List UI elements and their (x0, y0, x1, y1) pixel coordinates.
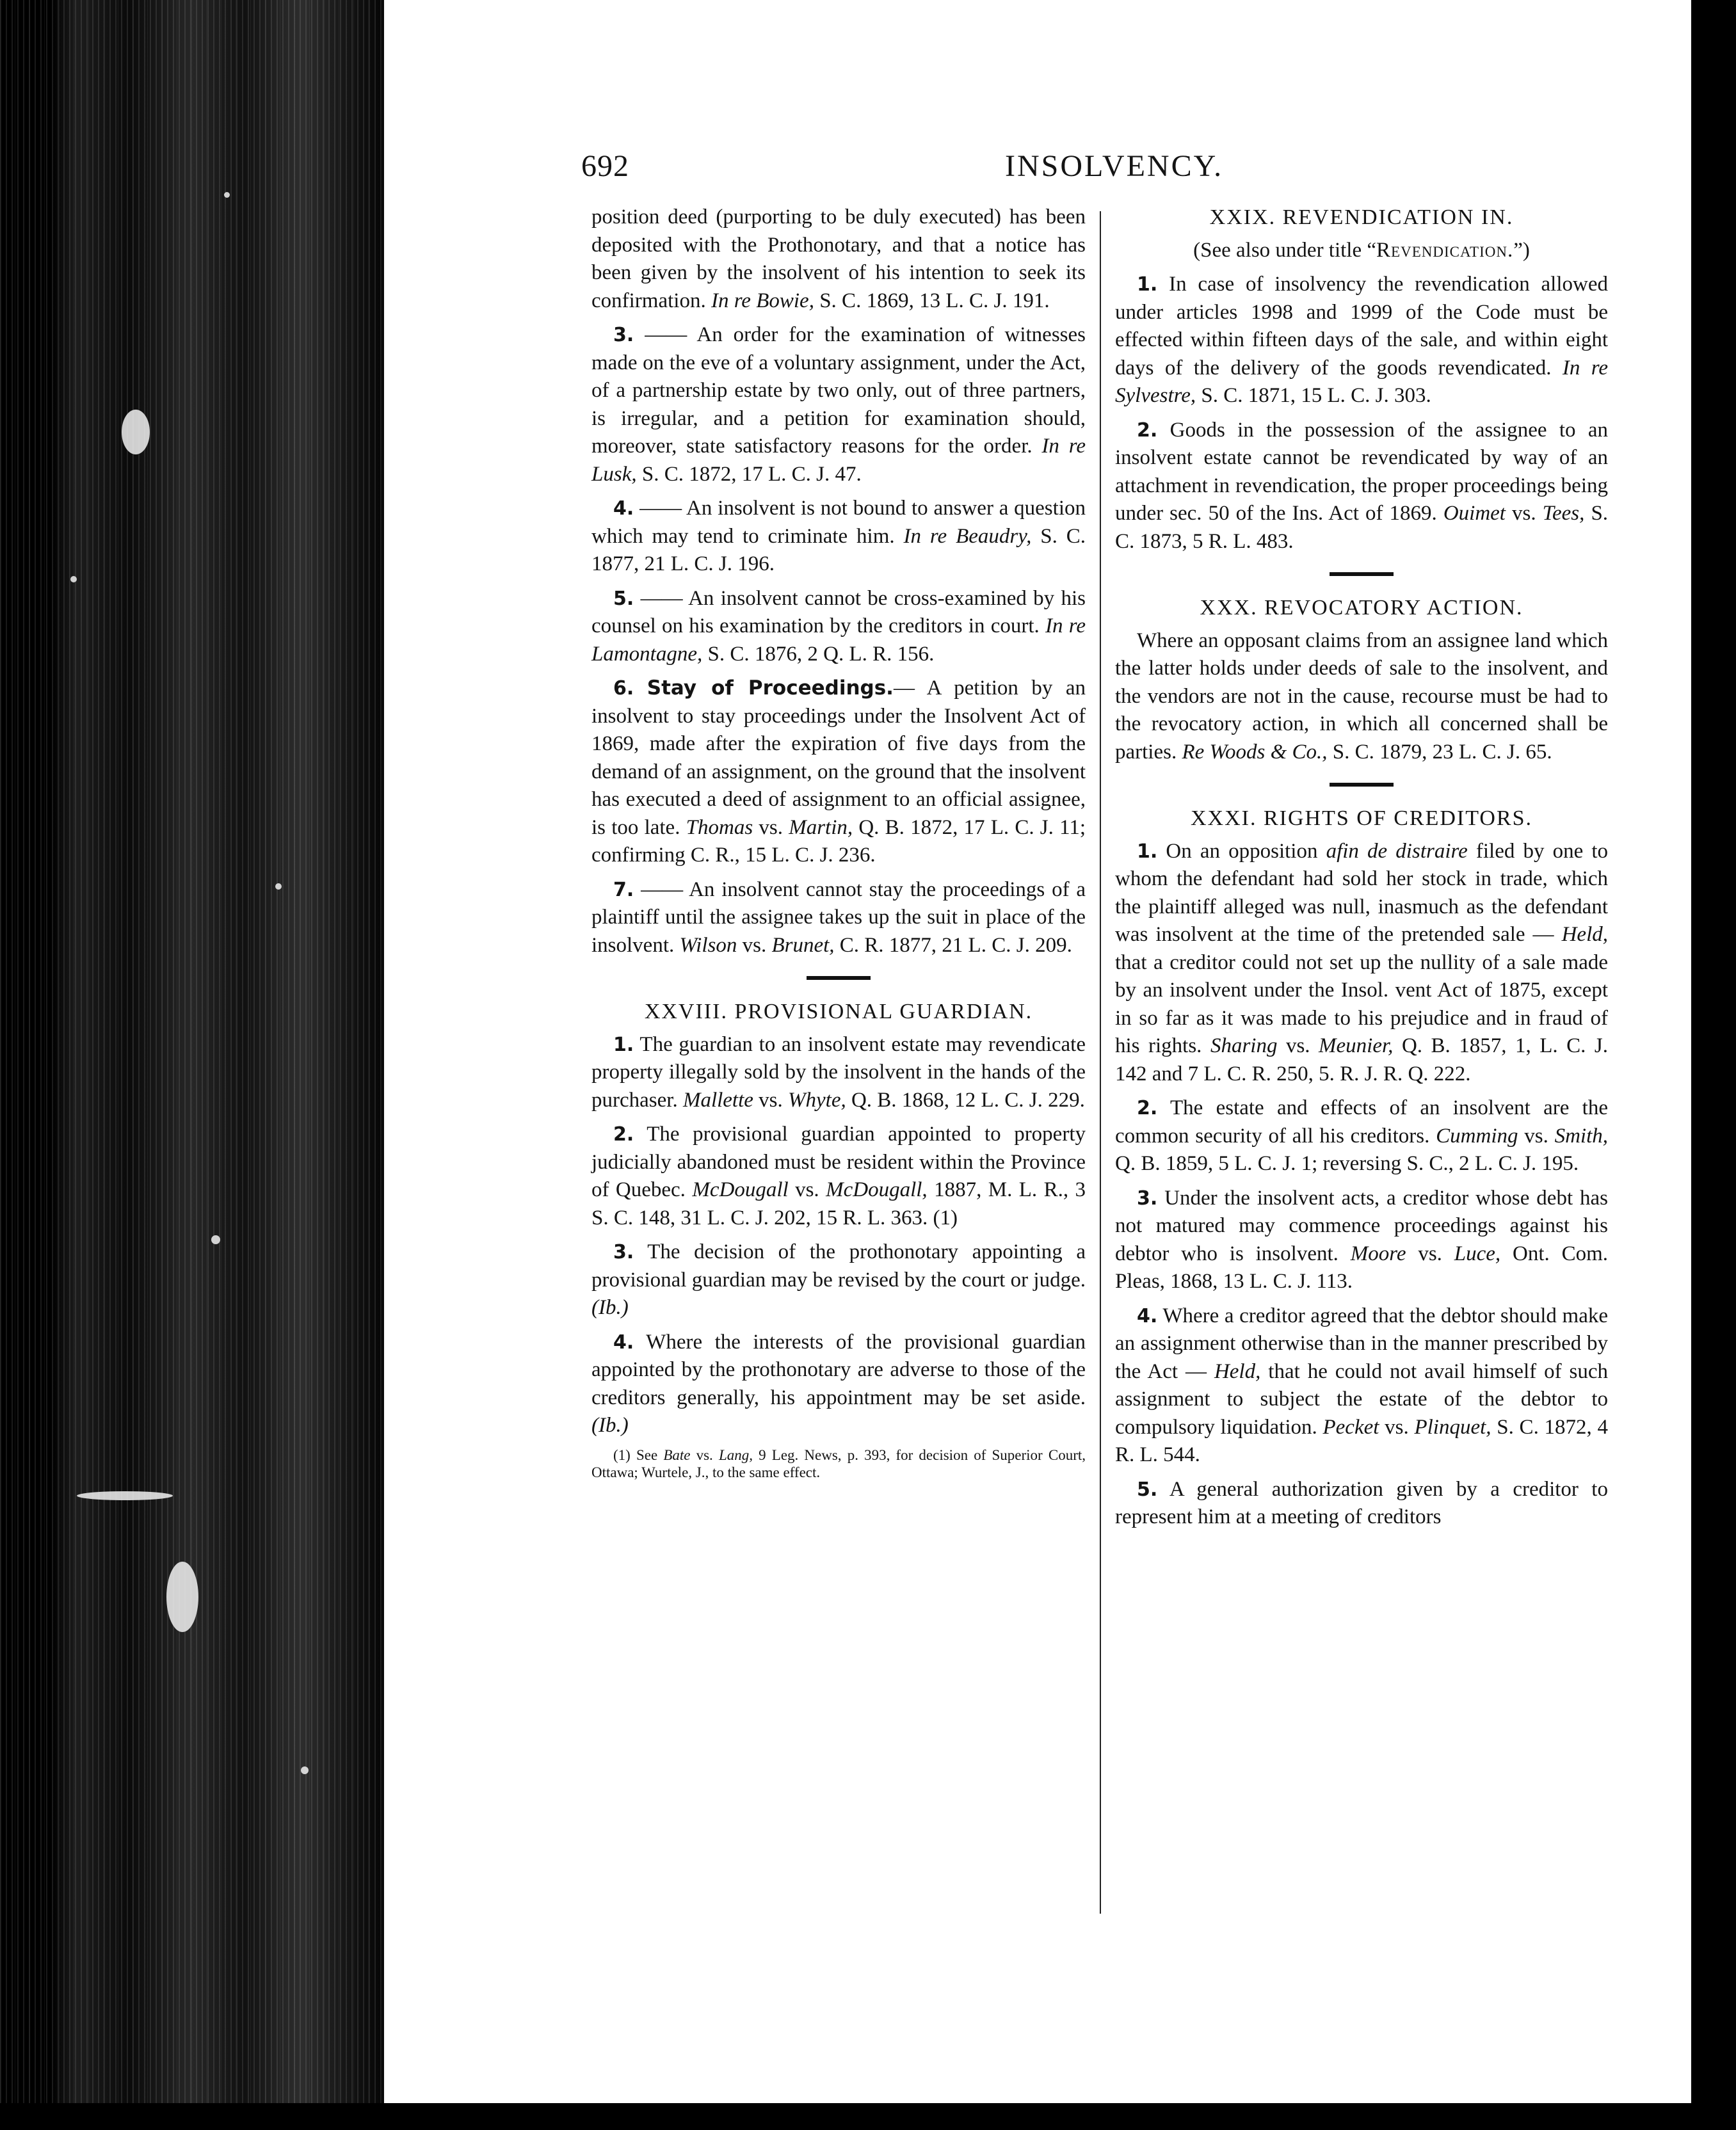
revendication-paragraph-2: 2. Goods in the possession of the assignee to an insolvent estate cannot be revendicated by way of an attachment in revendication, the proper proceedings being under sec. 50 of the Ins. Act of 1869. Ouimet vs. Tees, S. C. 1873, 5 R. L. 483. (1115, 418, 1609, 553)
guardian-paragraph-4: 4. Where the interests of the provisional guardian appointed by the prothonotary are adverse to those of the creditors generally, his appointment may be set aside. (Ib.) (591, 1330, 1086, 1437)
column-rule (1100, 211, 1101, 1914)
page-number: 692 (581, 149, 629, 183)
footnote: (1) See Bate vs. Lang, 9 Leg. News, p. 393, for decision of Superior Court, Ottawa; Wurtele, J., to the same effect. (591, 1446, 1086, 1480)
paragraph-7: 7. —— An insolvent cannot stay the proceedings of a plaintiff until the assignee takes up the suit in place of the insolvent. Wilson vs. Brunet, C. R. 1877, 21 L. C. J. 209. (591, 877, 1086, 957)
scan-speck (70, 576, 77, 582)
scan-speck (275, 883, 282, 890)
scan-speck (122, 410, 150, 454)
paragraph-5: 5. —— An insolvent cannot be cross-examined by his counsel on his examination by the creditors in court. In re Lamontagne, S. C. 1876, 2 Q. L. R. 156. (591, 586, 1086, 666)
see-also-note: (See also under title “Revendication.”) (1193, 238, 1530, 262)
guardian-paragraph-1: 1. The guardian to an insolvent estate may revendicate property illegally sold by the insolvent in the hands of the purchaser. Mallette vs. Whyte, Q. B. 1868, 12 L. C. J. 229. (591, 1032, 1086, 1112)
revocatory-paragraph: Where an opposant claims from an assignee land which the latter holds under deeds of sale to the insolvent, and the vendors are not in the cause, recourse must be had to the revocatory action, in which all concerned shall be parties. Re Woods & Co., S. C. 1879, 23 L. C. J. 65. (1115, 629, 1608, 764)
scan-border-right (1691, 0, 1736, 2130)
revendication-paragraph-1: 1. In case of insolvency the revendication allowed under articles 1998 and 1999 of the Code must be effected within fifteen days of the sale, and within eight days of the delivery of the goods revendicated. In re Sylvestre, S. C. 1871, 15 L. C. J. 303. (1115, 273, 1609, 407)
paragraph-continued: position deed (purporting to be duly executed) has been deposited with the Prothonotary, and that a notice has been given by the insolvent of his intention to seek its confirmation. In re Bowie, S. C. 1869, 13 L. C. J. 191. (591, 205, 1086, 312)
scan-speck (166, 1562, 198, 1632)
paragraph-4: 4. —— An insolvent is not bound to answer a question which may tend to criminate him. In re Beaudry, S. C. 1877, 21 L. C. J. 196. (591, 497, 1086, 575)
book-edge (0, 0, 384, 2130)
creditors-paragraph-4: 4. Where a creditor agreed that the debtor should make an assignment otherwise than in the manner prescribed by the Act — Held, that he could not avail himself of such assignment to subject the estate of the debtor to compulsory liquidation. Pecket vs. Plinquet, S. C. 1872, 4 R. L. 544. (1115, 1304, 1608, 1466)
scan-speck (301, 1766, 309, 1774)
guardian-paragraph-3: 3. The decision of the prothonotary appointing a provisional guardian may be revised by the court or judge. (Ib.) (591, 1240, 1086, 1319)
scan-speck (224, 192, 230, 198)
section-rule (1330, 572, 1394, 576)
section-heading-xxxi: XXXI. RIGHTS OF CREDITORS. (1190, 806, 1533, 830)
section-rule (807, 976, 871, 980)
running-head: INSOLVENCY. (1005, 149, 1224, 183)
left-column (591, 204, 1086, 1487)
creditors-paragraph-2: 2. The estate and effects of an insolvent are the common security of all his creditors. Cumming vs. Smith, Q. B. 1859, 5 L. C. J. 1; reversing S. C., 2 L. C. J. 195. (1115, 1096, 1608, 1175)
section-heading-xxix: XXIX. REVENDICATION IN. (1209, 205, 1514, 229)
creditors-paragraph-3: 3. Under the insolvent acts, a creditor whose debt has not matured may commence proceedings against his debtor who is insolvent. Moore vs. Luce, Ont. Com. Pleas, 1868, 13 L. C. J. 113. (1115, 1186, 1609, 1293)
scan-speck (211, 1235, 220, 1244)
paragraph-6: 6. Stay of Proceedings.— A petition by an insolvent to stay proceedings under the Insolvent Act of 1869, made after the expiration of five days from the demand of an assignment, on the ground that the insolvent has executed a deed of assignment to an official assignee, is too late. Thomas vs. Martin, Q. B. 1872, 17 L. C. J. 11; confirming C. R., 15 L. C. J. 236. (591, 677, 1086, 867)
scan-speck (77, 1491, 173, 1500)
creditors-paragraph-5: 5. A general authorization given by a creditor to represent him at a meeting of creditors (1115, 1477, 1608, 1528)
right-column (1115, 204, 1608, 1538)
section-rule (1330, 783, 1394, 787)
scan-border-bottom (0, 2103, 1736, 2130)
section-heading-xxx: XXX. REVOCATORY ACTION. (1200, 596, 1523, 620)
paragraph-3: 3. —— An order for the examination of witnesses made on the eve of a voluntary assignment, under the Act, of a partnership estate by two only, out of three partners, is irregular, and a petition for examination should, moreover, state satisfactory reasons for the order. In re Lusk, S. C. 1872, 17 L. C. J. 47. (591, 323, 1086, 486)
guardian-paragraph-2: 2. The provisional guardian appointed to property judicially abandoned must be resident within the Province of Quebec. McDougall vs. McDougall, 1887, M. L. R., 3 S. C. 148, 31 L. C. J. 202, 15 R. L. 363. (1) (591, 1123, 1086, 1229)
section-heading-xxviii: XXVIII. PROVISIONAL GUARDIAN. (644, 1000, 1033, 1023)
creditors-paragraph-1: 1. On an opposition afin de distraire filed by one to whom the defendant had sold her stock in trade, which the plaintiff alleged was null, inasmuch as the defendant was insolvent at the time of the pretended sale — Held, that a creditor could not set up the nullity of a sale made by an insolvent under the Insol. vent Act of 1875, except in so far as it was made to his prejudice and in fraud of his rights. Sharing vs. Meunier, Q. B. 1857, 1, L. C. J. 142 and 7 L. C. R. 250, 5. R. J. R. Q. 222. (1115, 839, 1609, 1085)
